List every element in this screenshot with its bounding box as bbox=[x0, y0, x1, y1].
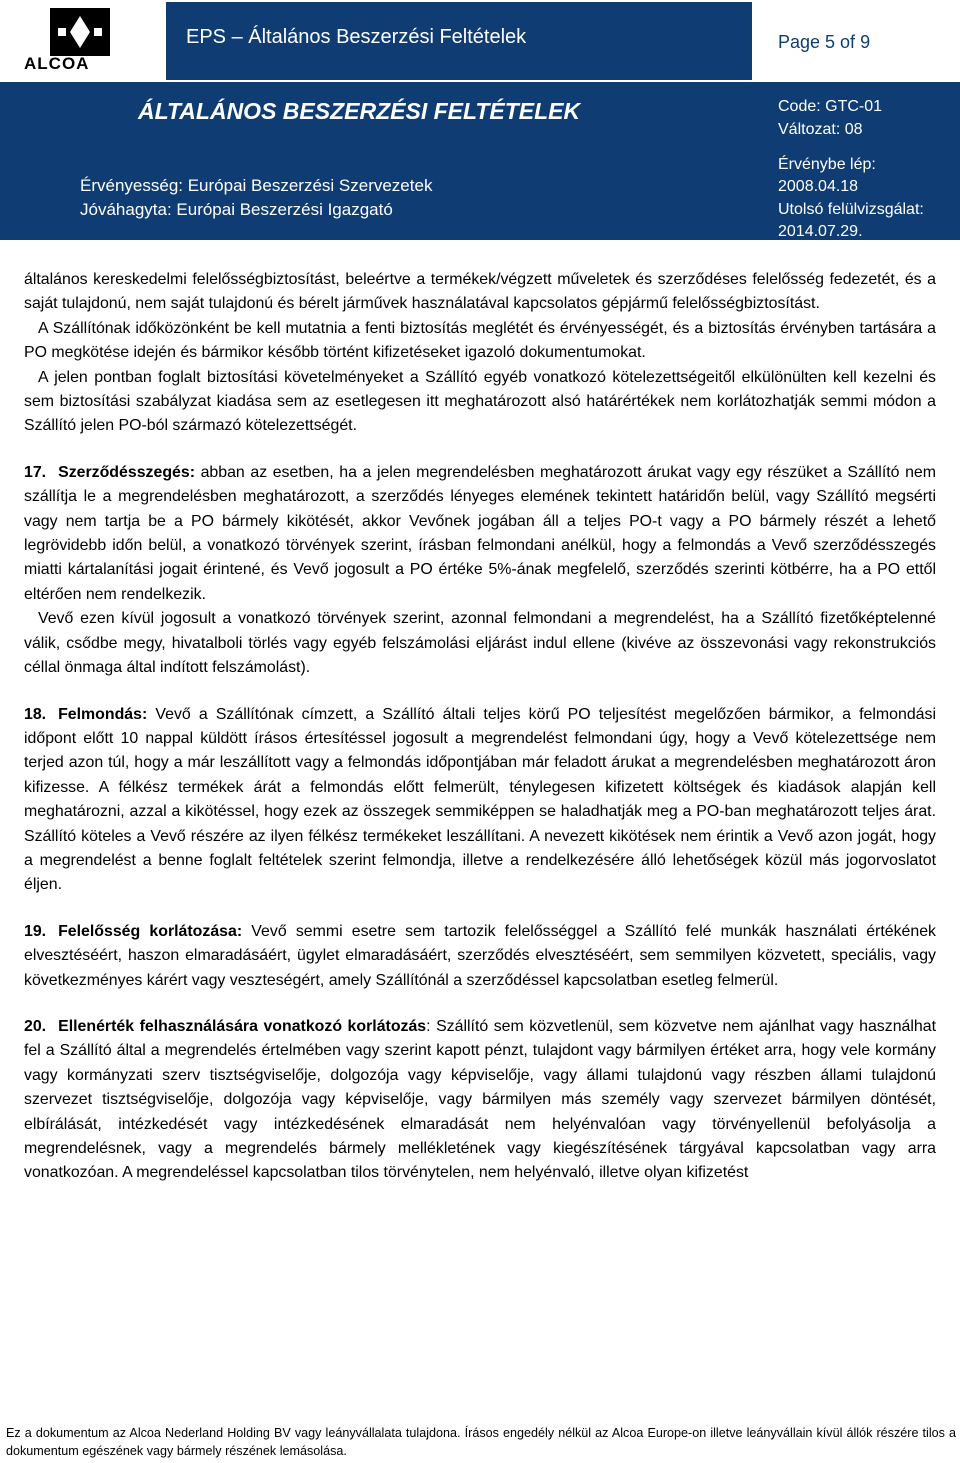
effective-label: Érvénybe lép: bbox=[778, 156, 876, 173]
section-20-number: 20. bbox=[24, 1017, 47, 1035]
alcoa-logo-icon bbox=[50, 8, 110, 56]
document-footer: Ez a dokumentum az Alcoa Nederland Holding BV vagy leányvállalata tulajdona. Írásos engedély nélkül az Alcoa Europe-on illetve leányvállain kívül állók részére tilos a dokumentum egészének vagy bármely részének lemásolása. bbox=[6, 1426, 956, 1458]
banner-title: EPS – Általános Beszerzési Feltételek bbox=[186, 26, 527, 48]
banner-title-band bbox=[166, 2, 752, 80]
section-19-number: 19. bbox=[24, 922, 47, 940]
doc-title: ÁLTALÁNOS BESZERZÉSI FELTÉTELEK bbox=[138, 98, 581, 124]
section-20 bbox=[24, 1015, 936, 1186]
section-17 bbox=[24, 461, 936, 607]
paragraph-insurance-continued: általános kereskedelmi felelősségbiztosítást, beleértve a termékek/végzett műveletek és szerződéses felelősség fedezetét, és a saját tulajdonú, nem saját tulajdonú és bérelt járművek használatával kapcsolatos gépjármű felelősségbiztosítást. bbox=[24, 271, 936, 313]
section-17-number: 17. bbox=[24, 463, 47, 481]
section-18-number: 18. bbox=[24, 705, 47, 723]
page-indicator: Page 5 of 9 bbox=[778, 32, 871, 52]
approved-line: Jóváhagyta: Európai Beszerzési Igazgató bbox=[80, 200, 393, 219]
section-17-title: Szerződésszegés: bbox=[58, 463, 195, 481]
section-19-text: Vevő semmi esetre sem tartozik felelősséggel a Szállító felé munkák használati értékének elvesztéséért, haszon elmaradásáért, ügylet elmaradásáért, szerződés elvesztéséért, sem semmilyen közvetett, speciális, vagy következményes kárért vagy veszteségért, amely Szállítónál a szerződéssel kapcsolatban esetleg felmerül. bbox=[24, 922, 936, 989]
section-20-title: Ellenérték felhasználására vonatkozó korlátozás bbox=[58, 1017, 427, 1035]
last-review-label: Utolsó felülvizsgálat: bbox=[778, 201, 924, 218]
section-17-paragraph-2: Vevő ezen kívül jogosult a vonatkozó törvények szerint, azonnal felmondani a megrendelést, ha a Szállító fizetőképtelenné válik, csődbe megy, hivatalboli törlés vagy egyéb felszámolási eljárást indul ellene (kivéve az összevonási vagy rekonstrukciós céllal önmaga által indított felszámolást). bbox=[24, 610, 936, 677]
section-19-title: Felelősség korlátozása: bbox=[58, 922, 243, 940]
section-17-text: abban az esetben, ha a jelen megrendelésben meghatározott árukat vagy egy részüket a Szállító nem szállítja le a megrendelésben meghatározott, a szerződés lényeges elemének tekintett határidőn belül, vagy Szállító megsérti vagy nem tartja be a PO bármely kikötését, akkor Vevőnek jogában áll a teljes PO-t vagy a PO bármely részét a lehető legrövidebb időn belül, a vonatkozó törvények szerint, írásban felmondani anélkül, hogy a felmondás a Vevő szerződésszegés miatti kártalanítási jogait érintené, és Vevő jogosult a PO értéke 5%-ának megfelelő, szerződés szerinti kötbérre, ha a PO ettől eltérően nem rendelkezik. bbox=[24, 463, 936, 603]
section-18 bbox=[24, 703, 936, 898]
document-body bbox=[24, 268, 936, 1186]
effective-date: 2008.04.18 bbox=[778, 178, 859, 195]
page-indicator-box bbox=[752, 2, 958, 80]
document-header bbox=[0, 0, 960, 240]
section-18-title: Felmondás: bbox=[58, 705, 148, 723]
doc-code: Code: GTC-01 bbox=[778, 98, 883, 115]
section-18-text: Vevő a Szállítónak címzett, a Szállító általi teljes körű PO teljesítést megelőzően bármikor, a felmondási időpont előtt 10 nappal küldött írásos értesítéssel jogosult a megrendelést felmondani úgy, hogy a Vevő kötelezettsége nem terjed azon túl, hogy a már leszállított vagy a felmondás időpontjában már feladott árukat a megrendelésben meghatározott áron kifizesse. A félkész termékek árát a felmondás előtt felmerült, ténylegesen kifizetett költségek és kiadások alapján kell meghatározni, azzal a kikötéssel, hogy ezek az összegek semmiképpen se haladhatják meg a PO-ban meghatározott teljes árat. Szállító köteles a Vevő részére az ilyen félkész termékeket leszállítani. A nevezett kikötések nem érintik a Vevő azon jogát, hogy a megrendelést a benne foglalt feltételek szerint felmondja, illetve a rendelkezésére álló lehetőségek közül más jogorvoslatot éljen. bbox=[24, 705, 936, 894]
header-top-row bbox=[0, 0, 960, 82]
section-19 bbox=[24, 920, 936, 993]
paragraph-insurance-proof: A Szállítónak időközönként be kell mutatnia a fenti biztosítás meglétét és érvényességét, és a biztosítás érvényben tartására a PO megkötése idején és bármikor később történt kifizetéseket igazoló dokumentumokat. bbox=[24, 319, 936, 362]
paragraph-insurance-requirements: A jelen pontban foglalt biztosítási követelményeket a Szállító egyéb vonatkozó kötelezettségeitől elkülönülten kell kezelni és sem biztosítási szabályzat kiadása sem az esetlegesen itt meghatározott alsó határértékek nem korlátozhatják semmi módon a Szállító jelen PO-ból származó kötelezettségét. bbox=[24, 368, 936, 435]
section-20-text: : Szállító sem közvetlenül, sem közvetve nem ajánlhat vagy használhat fel a Szállító által a megrendelés értelmében vagy szerint kapott pénzt, tulajdont vagy bármilyen értéket arra, hogy vele kormány vagy kormányzati szerv tisztségviselője, dolgozója vagy képviselője, vagy állami tulajdonú vagy részben állami tulajdonú szervezet tisztségviselője, dolgozója vagy képviselője, vagy bármilyen más személy vagy szervezet bármilyen döntését, elbírálását, intézkedését vagy intézkedésének elmaradását nem helyénvalóan vagy törvényellenül befolyásolja a megrendelésnek, vagy a megrendelés bármely mellékletének vagy kiegészítésének tárgyával kapcsolatban vagy arra vonatkozóan. A megrendeléssel kapcsolatban tilos törvénytelen, nem helyénvaló, illetve olyan kifizetést bbox=[24, 1017, 936, 1182]
doc-version: Változat: 08 bbox=[778, 121, 863, 138]
validity-line: Érvényesség: Európai Beszerzési Szervezetek bbox=[80, 176, 433, 195]
alcoa-logo bbox=[2, 2, 166, 80]
last-review-date: 2014.07.29. bbox=[778, 223, 863, 240]
logo-wordmark: ALCOA bbox=[24, 54, 90, 73]
